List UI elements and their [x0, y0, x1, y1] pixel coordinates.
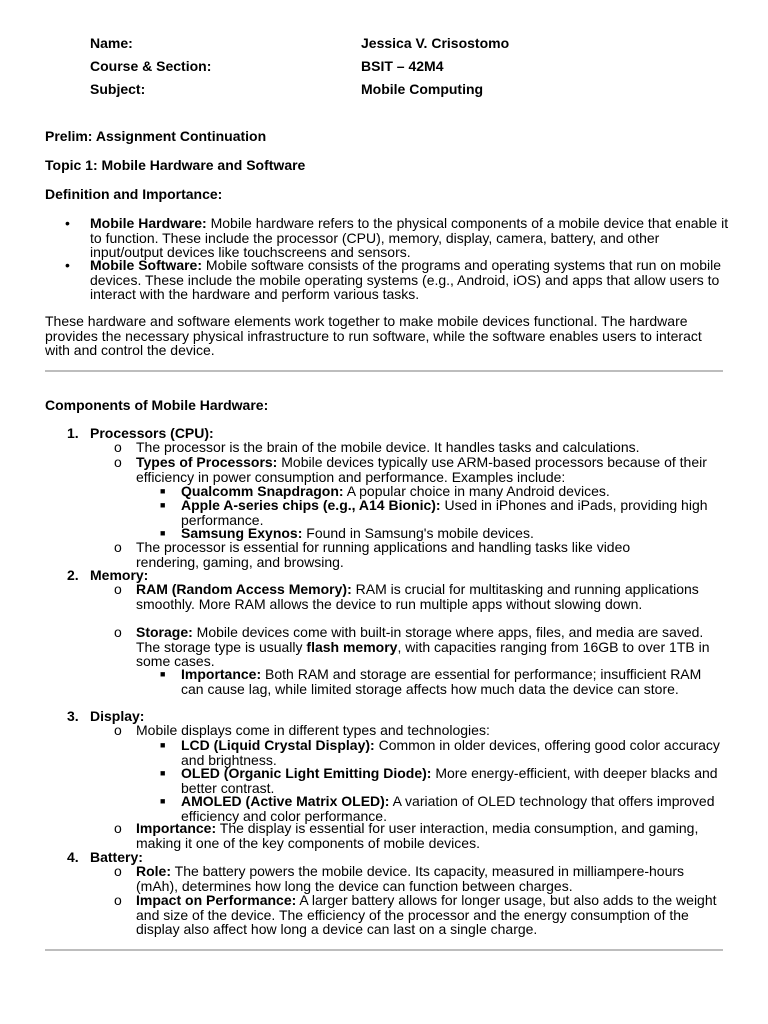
- processors-plast: The processor is essential for running applications and handling tasks like video rendering, gaming, and browsing.: [136, 539, 631, 570]
- bullet-icon: •: [65, 215, 70, 231]
- summary-paragraph: These hardware and software elements work together to make mobile devices functional. The hardware provides the necessary physical infrastructure to run software, while the software enables users to interact with and control the device.: [45, 313, 702, 358]
- definition-software-text: Mobile software consists of the programs and operating systems that run on mobile devices. These include the mobile operating systems (e.g., Android, iOS) and apps that allow users to interact with the hardware and perform various tasks.: [90, 257, 722, 302]
- processors-types-text: Mobile devices typically use ARM-based processors because of their efficiency in power consumption and performance. Examples include:: [136, 454, 707, 485]
- circle-bullet-icon: o: [114, 820, 122, 836]
- square-bullet-icon: ■: [160, 768, 166, 778]
- display-title: Display:: [90, 708, 145, 724]
- memory-storage-text2: , with capacities ranging from 16GB to over 1TB in some cases.: [136, 638, 710, 669]
- chip-text: Found in Samsung's mobile devices.: [302, 525, 534, 541]
- battery-impact: [136, 893, 726, 937]
- display-type-text: More energy-efficient, with deeper blacks and better contrast.: [181, 765, 718, 796]
- chip-term: Samsung Exynos:: [181, 525, 303, 541]
- circle-bullet-icon: o: [114, 624, 122, 640]
- topic-title: Topic 1: Mobile Hardware and Software: [45, 157, 306, 173]
- processors-types: [136, 455, 724, 484]
- chip-apple: [181, 498, 726, 527]
- list-number: 3.: [67, 708, 79, 724]
- circle-bullet-icon: o: [114, 454, 122, 470]
- display-amoled: [181, 794, 726, 823]
- memory-ram-text: RAM is crucial for multitasking and running applications smoothly. More RAM allows the device to run multiple apps without slowing down.: [136, 581, 699, 612]
- memory-ram: [136, 582, 726, 611]
- prelim-title: Prelim: Assignment Continuation: [45, 128, 267, 144]
- square-bullet-icon: ■: [160, 500, 166, 510]
- display-lcd: [181, 738, 726, 767]
- square-bullet-icon: ■: [160, 796, 166, 806]
- list-number: 4.: [67, 849, 79, 865]
- list-number: 1.: [67, 425, 79, 441]
- name-value: Jessica V. Crisostomo: [361, 35, 510, 51]
- circle-bullet-icon: o: [114, 892, 122, 908]
- definition-software: [90, 258, 730, 302]
- memory-title: Memory:: [90, 567, 149, 583]
- memory-importance-term: Importance:: [181, 666, 262, 682]
- name-label: Name:: [90, 35, 133, 51]
- circle-bullet-icon: o: [114, 439, 122, 455]
- course-value: BSIT – 42M4: [361, 58, 444, 74]
- subject-label: Subject:: [90, 81, 146, 97]
- chip-term: Apple A-series chips (e.g., A14 Bionic):: [181, 497, 441, 513]
- course-label: Course & Section:: [90, 58, 212, 74]
- processors-types-term: Types of Processors:: [136, 454, 278, 470]
- memory-importance: [181, 667, 726, 696]
- subject-value: Mobile Computing: [361, 81, 484, 97]
- memory-storage: [136, 625, 726, 669]
- display-type-term: AMOLED (Active Matrix OLED):: [181, 793, 390, 809]
- battery-impact-text: A larger battery allows for longer usage, but also adds to the weight and size of the device. The efficiency of the processor and the energy consumption of the display also affect how long a device can last on a single charge.: [136, 892, 717, 937]
- battery-impact-term: Impact on Performance:: [136, 892, 297, 908]
- section-divider: [45, 370, 723, 372]
- square-bullet-icon: ■: [160, 740, 166, 750]
- chip-text: Used in iPhones and iPads, providing high performance.: [181, 497, 708, 528]
- bullet-icon: •: [65, 257, 70, 273]
- definition-software-term: Mobile Software:: [90, 257, 203, 273]
- memory-storage-bold: flash memory: [306, 638, 398, 655]
- list-number: 2.: [67, 567, 79, 583]
- display-intro: Mobile displays come in different types and technologies:: [136, 722, 490, 738]
- display-type-text: A variation of OLED technology that offers improved efficiency and color performance.: [181, 793, 715, 824]
- course-row: [90, 58, 444, 74]
- subject-row: [90, 81, 484, 97]
- display-importance-text: The display is essential for user interaction, media consumption, and gaming, making it one of the key components of mobile devices.: [136, 820, 699, 851]
- section-divider: [45, 949, 723, 951]
- memory-storage-term: Storage:: [136, 624, 193, 640]
- components-heading: Components of Mobile Hardware:: [45, 397, 269, 413]
- square-bullet-icon: ■: [160, 528, 166, 538]
- display-importance: [136, 821, 706, 850]
- memory-storage-text1: Mobile devices come with built-in storage where apps, files, and media are saved. The storage type is usually: [136, 624, 704, 655]
- chip-text: A popular choice in many Android devices.: [343, 483, 610, 499]
- definition-heading-text: Definition and Importance:: [45, 186, 223, 202]
- processors-title: Processors (CPU):: [90, 425, 214, 441]
- battery-role: [136, 864, 706, 893]
- chip-term: Qualcomm Snapdragon:: [181, 483, 344, 499]
- display-type-term: LCD (Liquid Crystal Display):: [181, 737, 375, 753]
- definition-heading: [45, 186, 222, 202]
- battery-title: Battery:: [90, 849, 143, 865]
- circle-bullet-icon: o: [114, 539, 122, 555]
- name-row: [90, 35, 510, 51]
- definition-hardware-term: Mobile Hardware:: [90, 215, 207, 231]
- display-importance-term: Importance:: [136, 820, 217, 836]
- battery-role-term: Role:: [136, 863, 171, 879]
- circle-bullet-icon: o: [114, 863, 122, 879]
- square-bullet-icon: ■: [160, 669, 166, 679]
- circle-bullet-icon: o: [114, 581, 122, 597]
- memory-importance-text: Both RAM and storage are essential for performance; insufficient RAM can cause lag, while limited storage affects how much data the device can store.: [181, 666, 702, 697]
- circle-bullet-icon: o: [114, 722, 122, 738]
- definition-hardware: [90, 216, 730, 260]
- battery-role-text: The battery powers the mobile device. Its capacity, measured in milliampere-hours (mAh), determines how long the device can function between charges.: [136, 863, 685, 894]
- definition-hardware-text: Mobile hardware refers to the physical components of a mobile device that enable it to function. These include the processor (CPU), memory, display, camera, battery, and other input/output devices like touchscreens and sensors.: [90, 215, 729, 260]
- display-type-text: Common in older devices, offering good color accuracy and brightness.: [181, 737, 720, 768]
- display-type-term: OLED (Organic Light Emitting Diode):: [181, 765, 432, 781]
- display-oled: [181, 766, 726, 795]
- square-bullet-icon: ■: [160, 486, 166, 496]
- memory-ram-term: RAM (Random Access Memory):: [136, 581, 352, 597]
- processors-p1: The processor is the brain of the mobile device. It handles tasks and calculations.: [136, 439, 640, 455]
